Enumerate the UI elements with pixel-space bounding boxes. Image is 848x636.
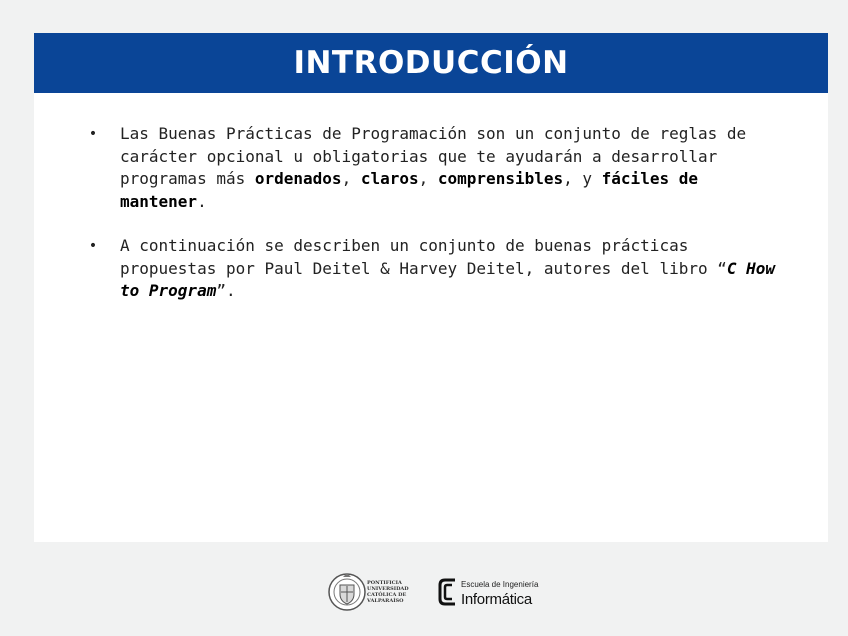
sentence-end: . (197, 191, 207, 211)
separator: , (341, 169, 361, 188)
bold-term: ordenados (254, 169, 342, 188)
pucv-line: VALPARAÍSO (367, 598, 404, 604)
pucv-line: PONTIFICIA (367, 580, 402, 586)
pucv-seal-icon (328, 571, 366, 617)
bullet-text (120, 124, 756, 211)
footer (0, 571, 848, 615)
bullet-item (86, 123, 786, 213)
separator: , y (563, 169, 602, 188)
title-bar (34, 33, 828, 93)
bullet-item (86, 235, 786, 303)
bold-term: claros (360, 169, 419, 188)
informatica-logo-icon (437, 577, 459, 611)
slide-title: INTRODUCCIÓN (293, 45, 569, 81)
pucv-logo-text (367, 580, 427, 604)
sentence-end: ”. (216, 281, 236, 300)
bullet-icon: • (88, 126, 98, 142)
pucv-line: CATÓLICA DE (367, 592, 407, 598)
pucv-line: UNIVERSIDAD (367, 586, 409, 592)
bullet-text-part: Las Buenas Prácticas de Programación son un conjunto de reglas de carácter opcional u obligatorias que te ayudarán a desarrollar programas más (120, 124, 756, 188)
informatica-logo-subtitle: Escuela de Ingeniería (461, 580, 539, 589)
bullet-text-part: A continuación se describen un conjunto de buenas prácticas propuestas por Paul Deitel & Harvey Deitel, autores del libro “ (120, 236, 727, 278)
bold-term: fáciles de mantener (120, 169, 708, 211)
bold-term: comprensibles (437, 169, 564, 188)
bullet-list (86, 123, 786, 303)
bullet-icon: • (88, 238, 98, 254)
book-title: C How to Program (120, 258, 785, 300)
separator: , (418, 169, 438, 188)
informatica-logo-title: Informática (461, 591, 532, 608)
bullet-text (120, 236, 785, 300)
slide-panel (34, 33, 828, 542)
